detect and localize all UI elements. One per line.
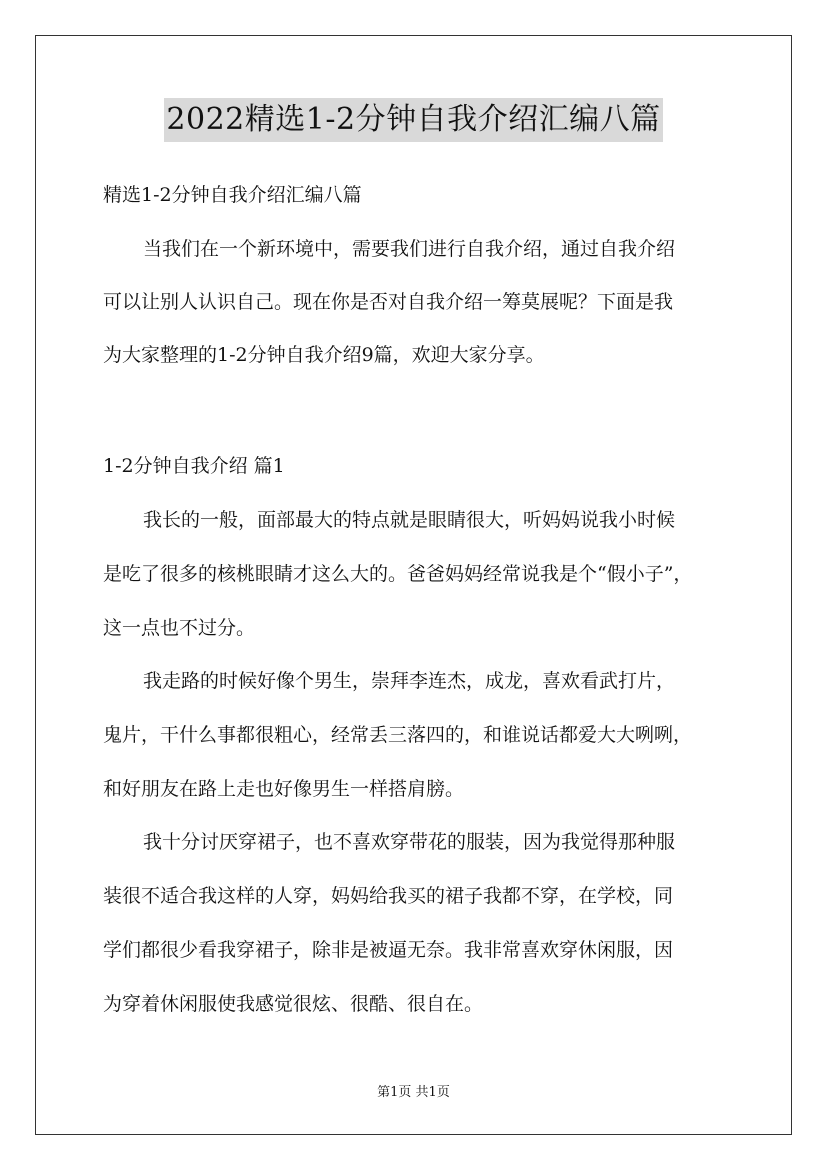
paragraph-line: 我走路的时候好像个男生，崇拜李连杰，成龙，喜欢看武打片， [143,670,676,692]
intro-line: 可以让别人认识自己。现在你是否对自我介绍一筹莫展呢？下面是我 [103,291,674,313]
page-footer: 第1页 共1页 [377,1085,450,1100]
subtitle: 精选1-2分钟自我介绍汇编八篇 [103,184,362,206]
paragraph-line: 我十分讨厌穿裙子，也不喜欢穿带花的服装，因为我觉得那种服 [143,831,676,853]
paragraph-line: 学们都很少看我穿裙子，除非是被逼无奈。我非常喜欢穿休闲服，因 [103,939,674,961]
intro-line: 为大家整理的1-2分钟自我介绍9篇，欢迎大家分享。 [103,344,545,366]
paragraph-line: 是吃了很多的核桃眼睛才这么大的。爸爸妈妈经常说我是个“假小子”， [103,563,693,585]
paragraph-line: 装很不适合我这样的人穿，妈妈给我买的裙子我都不穿，在学校，同 [103,885,674,907]
section-heading: 1-2分钟自我介绍 篇1 [103,455,285,477]
paragraph-line: 和好朋友在路上走也好像男生一样搭肩膀。 [103,778,465,800]
paragraph-line: 我长的一般，面部最大的特点就是眼睛很大，听妈妈说我小时候 [143,509,676,531]
paragraph-line: 这一点也不过分。 [103,617,256,639]
paragraph-line: 鬼片，干什么事都很粗心，经常丢三落四的，和谁说话都爱大大咧咧， [103,724,693,746]
document-title: 2022精选1-2分钟自我介绍汇编八篇 [164,98,662,142]
intro-line: 当我们在一个新环境中，需要我们进行自我介绍，通过自我介绍 [143,238,676,260]
title-container [0,98,827,142]
paragraph-line: 为穿着休闲服使我感觉很炫、很酷、很自在。 [103,993,484,1015]
